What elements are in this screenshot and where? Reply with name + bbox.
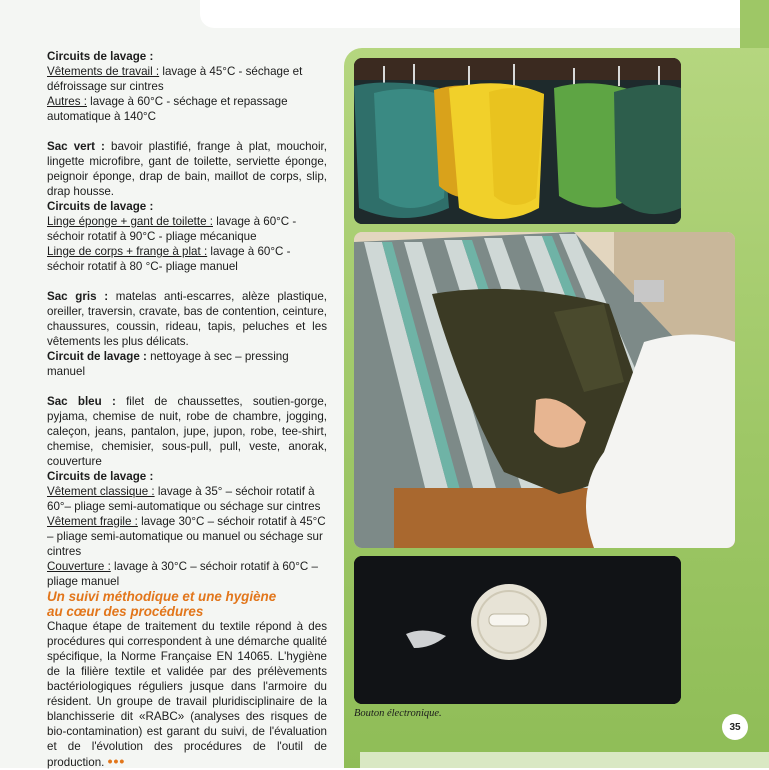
electronic-button-photo bbox=[354, 556, 681, 704]
circuit-item: Linge éponge + gant de toilette : lavage à 60°C - séchoir rotatif à 90°C - pliage mécanique bbox=[47, 215, 297, 243]
laundry-bags-photo bbox=[354, 58, 681, 224]
sac-gris-paragraph: Sac gris : matelas anti-escarres, alèze plastique, oreiller, traversin, cravate, bas de contention, ceinture, chaussures, coussin, rideau, tapis, peluches et les vêtements les plus délicats. bbox=[47, 290, 327, 348]
circuits-heading: Circuits de lavage : bbox=[47, 200, 154, 213]
circuit-item: Vêtement fragile : lavage 30°C – séchoir rotatif à 45°C – pliage semi-automatique ou manuel ou séchage sur cintres bbox=[47, 515, 326, 558]
circuit-item: Linge de corps + frange à plat : lavage à 60°C - séchoir rotatif à 80 °C- pliage manuel bbox=[47, 245, 291, 273]
sac-vert-paragraph: Sac vert : bavoir plastifié, frange à plat, mouchoir, lingette microfibre, gant de toilette, serviette éponge, peignoir éponge, drap de bain, maillot de corps, slip, drap housse. bbox=[47, 140, 328, 198]
circuit-item: Autres : lavage à 60°C - séchage et repassage automatique à 140°C bbox=[47, 95, 288, 123]
photo-caption: Bouton électronique. bbox=[354, 708, 442, 719]
sac-bleu-paragraph: Sac bleu : filet de chaussettes, soutien-gorge, pyjama, chemise de nuit, robe de chambre, jogging, caleçon, jeans, pantalon, jupe, jupon, robe, tee-shirt, chemise, chemisier, sous-pull, pull, veste, anorak, couverture bbox=[47, 395, 327, 468]
bottom-strip bbox=[360, 752, 769, 768]
ironing-machine-photo bbox=[354, 232, 735, 548]
circuit-item: Vêtement classique : lavage à 35° – séchoir rotatif à 60°– pliage semi-automatique ou séchage sur cintres bbox=[47, 485, 321, 513]
circuit-item: Vêtements de travail : lavage à 45°C - séchage et défroissage sur cintres bbox=[47, 65, 303, 93]
end-dots-icon: ••• bbox=[107, 753, 126, 769]
text-column bbox=[47, 49, 327, 770]
circuits-heading: Circuits de lavage : bbox=[47, 50, 154, 63]
circuit-item: Circuit de lavage : nettoyage à sec – pressing manuel bbox=[47, 350, 289, 378]
top-band bbox=[200, 0, 745, 28]
circuits-heading: Circuits de lavage : bbox=[47, 470, 154, 483]
page-number: 35 bbox=[722, 714, 748, 740]
section-body: Chaque étape de traitement du textile répond à des procédures qui correspondent à une démarche qualité spécifique, la Norme Française EN 14065. L'hygiène de la filière textile et validée par des prélèvements bactériologiques réguliers jusque dans l'armoire du résident. Un groupe de travail pluridisciplinaire de la blanchisserie dit «RABC» (analyses des risques de bio-contamination) est garant du suivi, de l'évaluation et de l'évolution des procédures de l'outil de production. ••• bbox=[47, 620, 327, 769]
section-heading: Un suivi méthodique et une hygiène au cœur des procédures bbox=[47, 589, 277, 619]
circuit-item: Couverture : lavage à 30°C – séchoir rotatif à 60°C – pliage manuel bbox=[47, 560, 318, 588]
